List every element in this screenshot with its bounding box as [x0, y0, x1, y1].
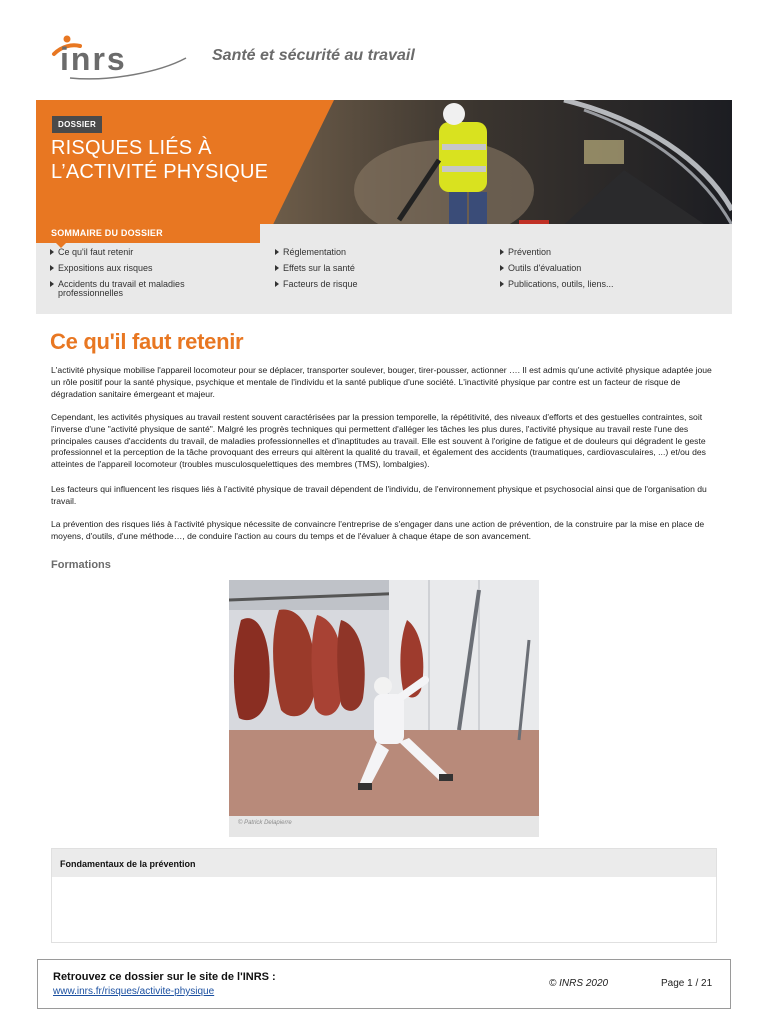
hero-photo-tunnel-worker: [264, 100, 732, 243]
footer-dossier-link[interactable]: www.inrs.fr/risques/activite-physique: [53, 986, 215, 997]
inrs-logo: [50, 32, 190, 84]
dossier-title: [51, 136, 268, 184]
paragraph-1: L'activité physique mobilise l'appareil locomoteur pour se déplacer, transporter soulever, bouger, tirer-pousser, actionner …. Il est admis qu'une activité physique adaptée joue un rôle positif pour la santé physique, psychique et mentale de l'individu et la santé publique d'une société. L'inactivité physique par contre est un facteur de risque de dégradation sanitaire émergeant et majeur.: [51, 365, 712, 399]
page-footer: [37, 959, 731, 1009]
section-heading: Ce qu'il faut retenir: [50, 329, 244, 354]
footer-copyright: © INRS 2020: [549, 978, 609, 989]
arrow-right-icon: [275, 281, 279, 287]
arrow-right-icon: [500, 265, 504, 271]
toc-item-effets-sante[interactable]: [275, 264, 485, 273]
toc-item-label: Ce qu'il faut retenir: [58, 247, 134, 257]
site-tagline: Santé et sécurité au travail: [212, 47, 415, 64]
toc-item-label: Outils d'évaluation: [508, 263, 582, 273]
toc-item-label: Facteurs de risque: [283, 279, 358, 289]
toc-item-outils-evaluation[interactable]: [500, 264, 710, 273]
figure-slaughterhouse: [229, 580, 539, 837]
paragraph-2: Cependant, les activités physiques au travail restent souvent caractérisées par la pression temporelle, la répétitivité, des niveaux d'efforts et des gestuelles contraintes, soit l'inverse d'une "activité physique de santé". Malgré les progrès techniques qui permettent d'alléger les tâches les plus dures, l'activité physique au travail reste l'une des principales causes d'accidents du travail, de maladies professionnelles et d'inaptitudes au travail. Elle est souvent à l'origine de fatigue et de douleurs qui dégradent le geste professionnel et la perception de la tâche provoquant des erreurs qui altèrent la qualité du travail, et également des accidents (traumatiques, cardiovasculaires, ...) et/ou des atteintes de l'appareil locomoteur (troubles musculosquelettiques des membres (TMS), lombalgies).: [51, 412, 706, 470]
arrow-right-icon: [500, 281, 504, 287]
footer-title: Retrouvez ce dossier sur le site de l'INRS :: [53, 971, 276, 983]
logo-wordmark: inrs: [60, 41, 127, 77]
fondamentaux-box-header: [52, 849, 716, 877]
dossier-badge: DOSSIER: [52, 116, 102, 133]
arrow-right-icon: [50, 281, 54, 287]
summary-column-1: [50, 248, 260, 305]
toc-item-expositions[interactable]: [50, 264, 260, 273]
footer-page-number: Page 1 / 21: [661, 978, 713, 989]
toc-item-label: Effets sur la santé: [283, 263, 355, 273]
toc-item-accidents[interactable]: [50, 280, 210, 298]
summary-header: [36, 224, 260, 243]
figure-caption: © Patrick Delapierre: [238, 820, 292, 826]
fondamentaux-box-title: Fondamentaux de la prévention: [60, 859, 196, 869]
dossier-title-line-1: RISQUES LIÉS À: [51, 137, 212, 159]
summary-column-2: [275, 248, 485, 296]
toc-item-label: Expositions aux risques: [58, 263, 153, 273]
figure-photo-meat-worker: [229, 580, 539, 816]
arrow-right-icon: [275, 249, 279, 255]
dossier-title-line-2: L’ACTIVITÉ PHYSIQUE: [51, 161, 269, 183]
toc-item-label: Réglementation: [283, 247, 347, 257]
subheading-formations: Formations: [51, 559, 111, 571]
fondamentaux-box: [51, 848, 717, 943]
dossier-summary: [36, 224, 732, 314]
toc-item-reglementation[interactable]: [275, 248, 485, 257]
toc-item-ce-qu-il-faut-retenir[interactable]: [50, 248, 260, 257]
summary-column-3: [500, 248, 710, 296]
arrow-right-icon: [500, 249, 504, 255]
arrow-right-icon: [50, 249, 54, 255]
toc-item-label: Prévention: [508, 247, 552, 257]
arrow-right-icon: [50, 265, 54, 271]
arrow-right-icon: [275, 265, 279, 271]
dossier-hero: [36, 100, 732, 243]
summary-title: SOMMAIRE DU DOSSIER: [51, 228, 163, 238]
paragraph-4: La prévention des risques liés à l'activité physique nécessite de convaincre l'entreprise de s'engager dans une action de prévention, de la construire par la mise en place de moyens, d'outils, d'une méthode…, de conduire l'action au cours du temps et de l'évaluer à chaque étape de son avancement.: [51, 519, 705, 541]
toc-item-publications[interactable]: [500, 280, 710, 289]
toc-item-prevention[interactable]: [500, 248, 710, 257]
toc-item-label: Publications, outils, liens...: [508, 279, 614, 289]
toc-item-facteurs-risque[interactable]: [275, 280, 485, 289]
toc-item-label: Accidents du travail et maladies professionnelles: [58, 279, 185, 298]
paragraph-3: Les facteurs qui influencent les risques liés à l'activité physique de travail dépendent de l'individu, de l'environnement physique et psychosocial ainsi que de l'organisation du travail.: [51, 484, 707, 506]
